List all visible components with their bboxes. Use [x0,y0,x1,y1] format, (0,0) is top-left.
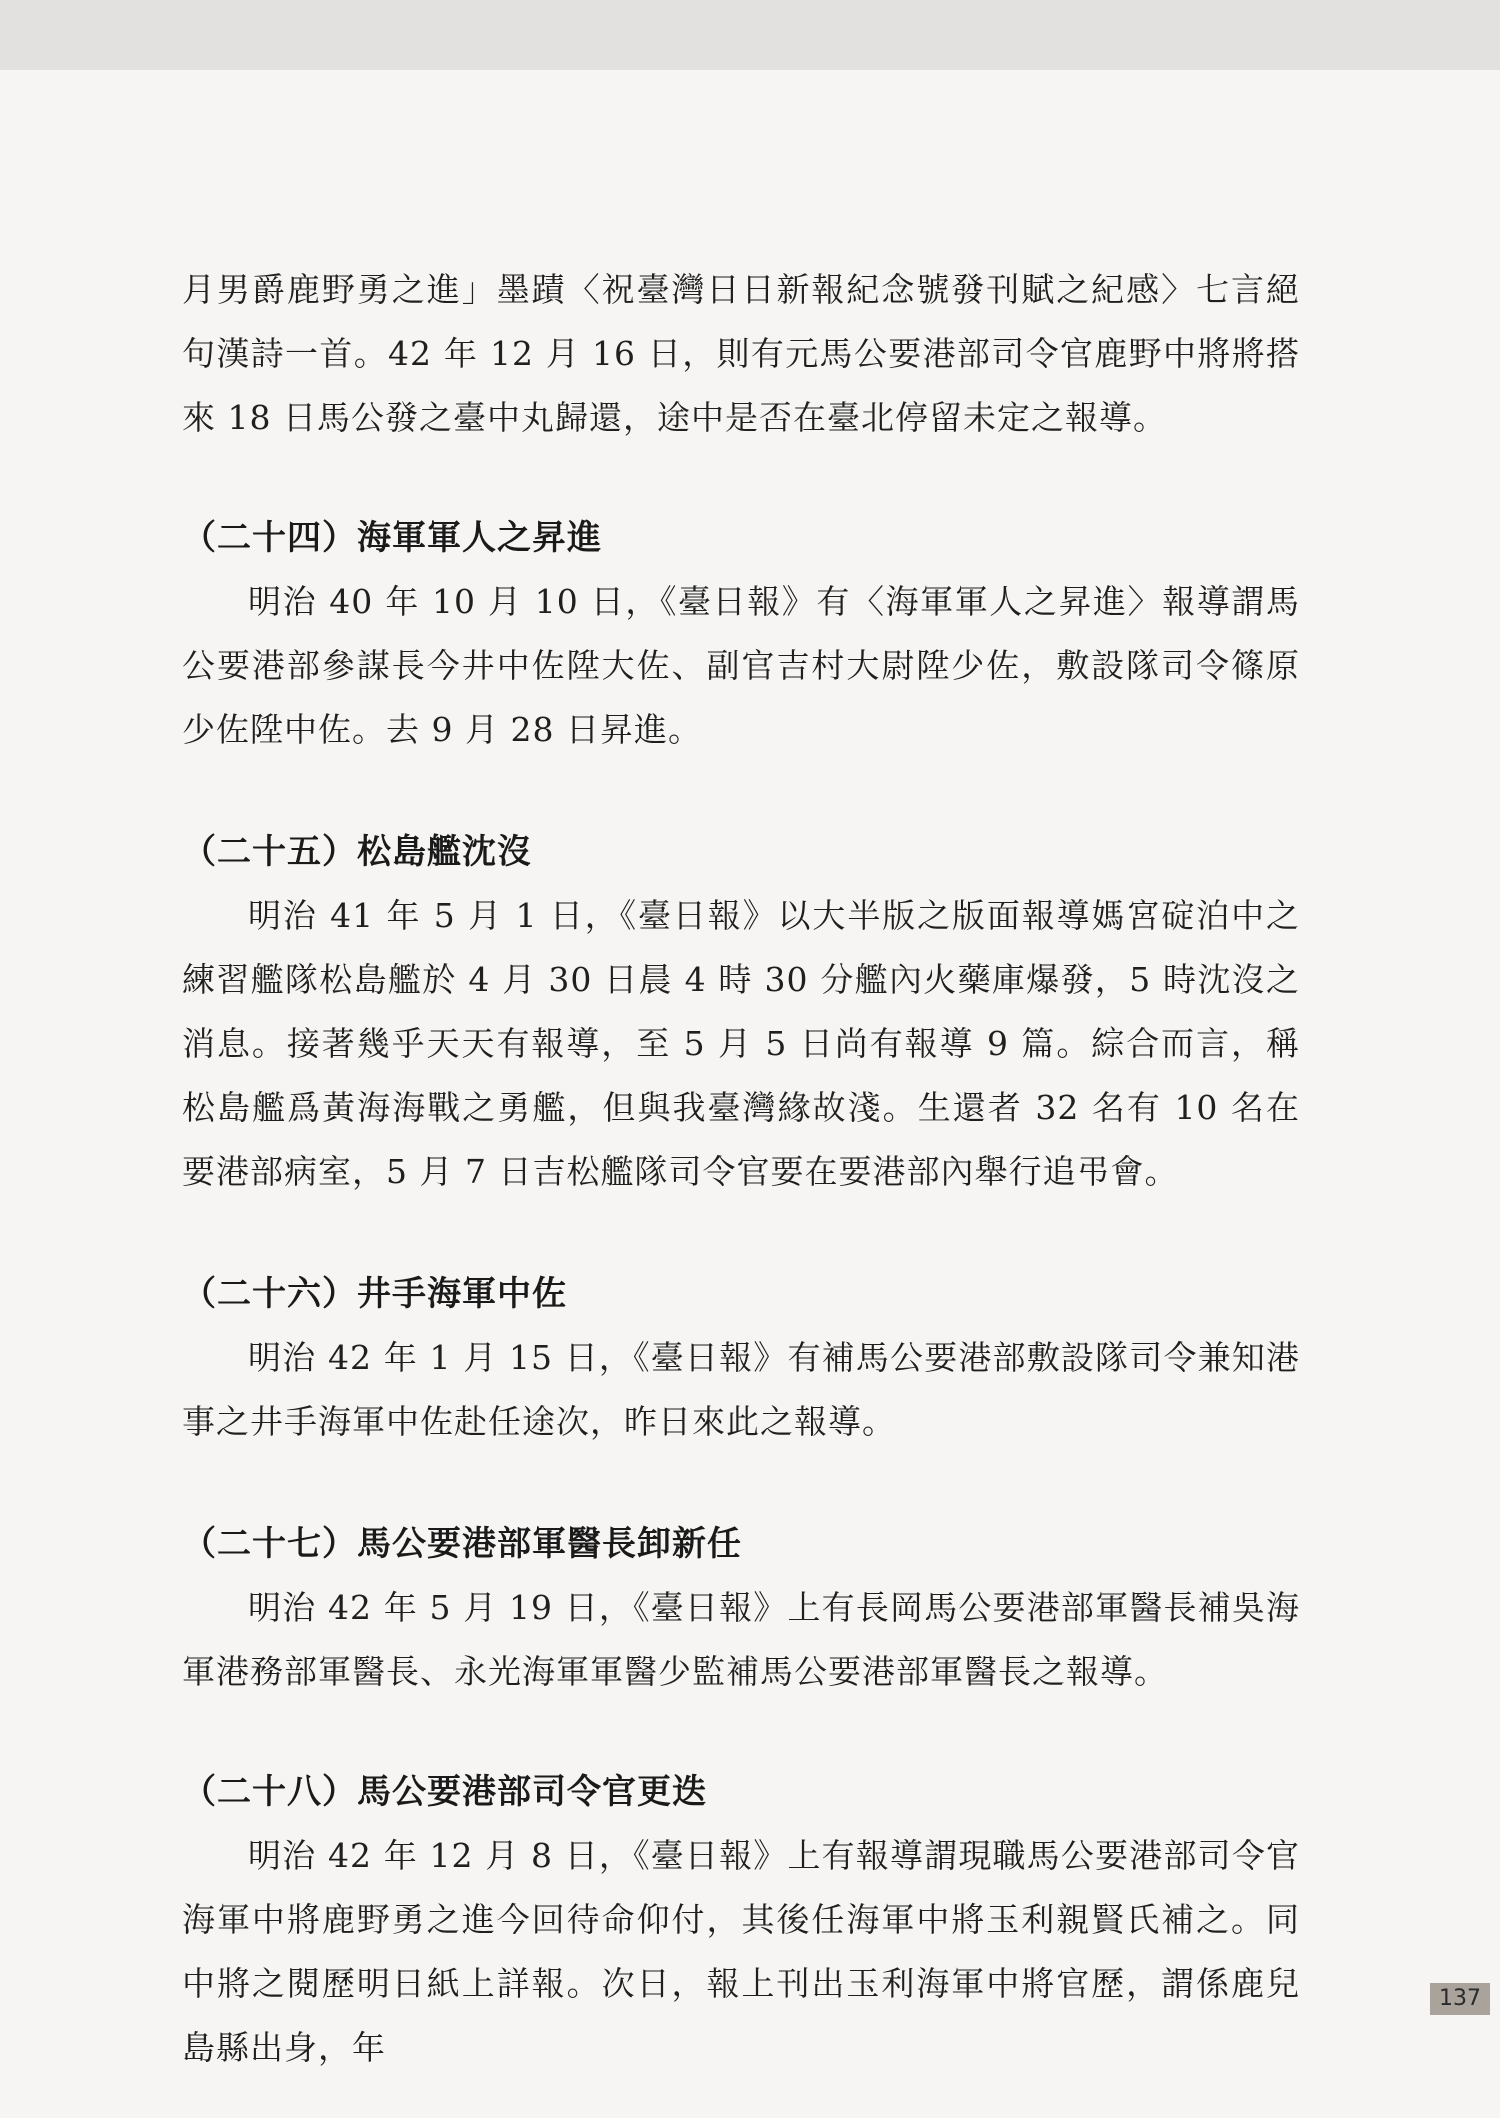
section-spacer [182,1204,1300,1262]
page-body [182,258,1300,2080]
section-paragraph-25: 明治 41 年 5 月 1 日，《臺日報》以大半版之版面報導媽宮碇泊中之練習艦隊松島艦於 4 月 30 日晨 4 時 30 分艦內火藥庫爆發，5 時沈沒之消息。接著幾乎天天有報導，至 5 月 5 日尚有報導 9 篇。綜合而言，稱松島艦爲黃海海戰之勇艦，但與我臺灣緣故淺。生還者 32 名有 10 名在要港部病室，5 月 7 日吉松艦隊司令官要在要港部內舉行追弔會。 [182,896,1300,1191]
section-heading-25: （二十五）松島艦沈沒 [182,832,532,872]
section-paragraph-27: 明治 42 年 5 月 19 日，《臺日報》上有長岡馬公要港部軍醫長補吳海軍港務部軍醫長、永光海軍軍醫少監補馬公要港部軍醫長之報導。 [182,1588,1300,1691]
section-heading-27: （二十七）馬公要港部軍醫長卸新任 [182,1524,742,1564]
section-paragraph-24: 明治 40 年 10 月 10 日，《臺日報》有〈海軍軍人之昇進〉報導謂馬公要港部參謀長今井中佐陞大佐、副官吉村大尉陞少佐，敷設隊司令篠原少佐陞中佐。去 9 月 28 日昇進。 [182,582,1300,749]
section-heading-28: （二十八）馬公要港部司令官更迭 [182,1772,707,1812]
section-paragraph-28: 明治 42 年 12 月 8 日，《臺日報》上有報導謂現職馬公要港部司令官海軍中將鹿野勇之進今回待命仰付，其後任海軍中將玉利親賢氏補之。同中將之閱歷明日紙上詳報。次日，報上刊出玉利海軍中將官歷，謂係鹿兒島縣出身，年 [182,1836,1300,2067]
section-heading-24: （二十四）海軍軍人之昇進 [182,518,602,558]
section-spacer [182,762,1300,820]
section-spacer [182,1454,1300,1512]
section-spacer [182,1704,1300,1760]
section-paragraph-26: 明治 42 年 1 月 15 日，《臺日報》有補馬公要港部敷設隊司令兼知港事之井手海軍中佐赴任途次，昨日來此之報導。 [182,1338,1300,1441]
page-number: 137 [1430,1983,1490,2015]
scan-top-band [0,0,1500,70]
continued-paragraph: 月男爵鹿野勇之進」墨蹟〈祝臺灣日日新報紀念號發刊賦之紀感〉七言絕句漢詩一首。42 年 12 月 16 日，則有元馬公要港部司令官鹿野中將將搭來 18 日馬公發之臺中丸歸還，途中是否在臺北停留未定之報導。 [182,270,1300,437]
section-heading-26: （二十六）井手海軍中佐 [182,1274,567,1314]
section-spacer [182,450,1300,506]
